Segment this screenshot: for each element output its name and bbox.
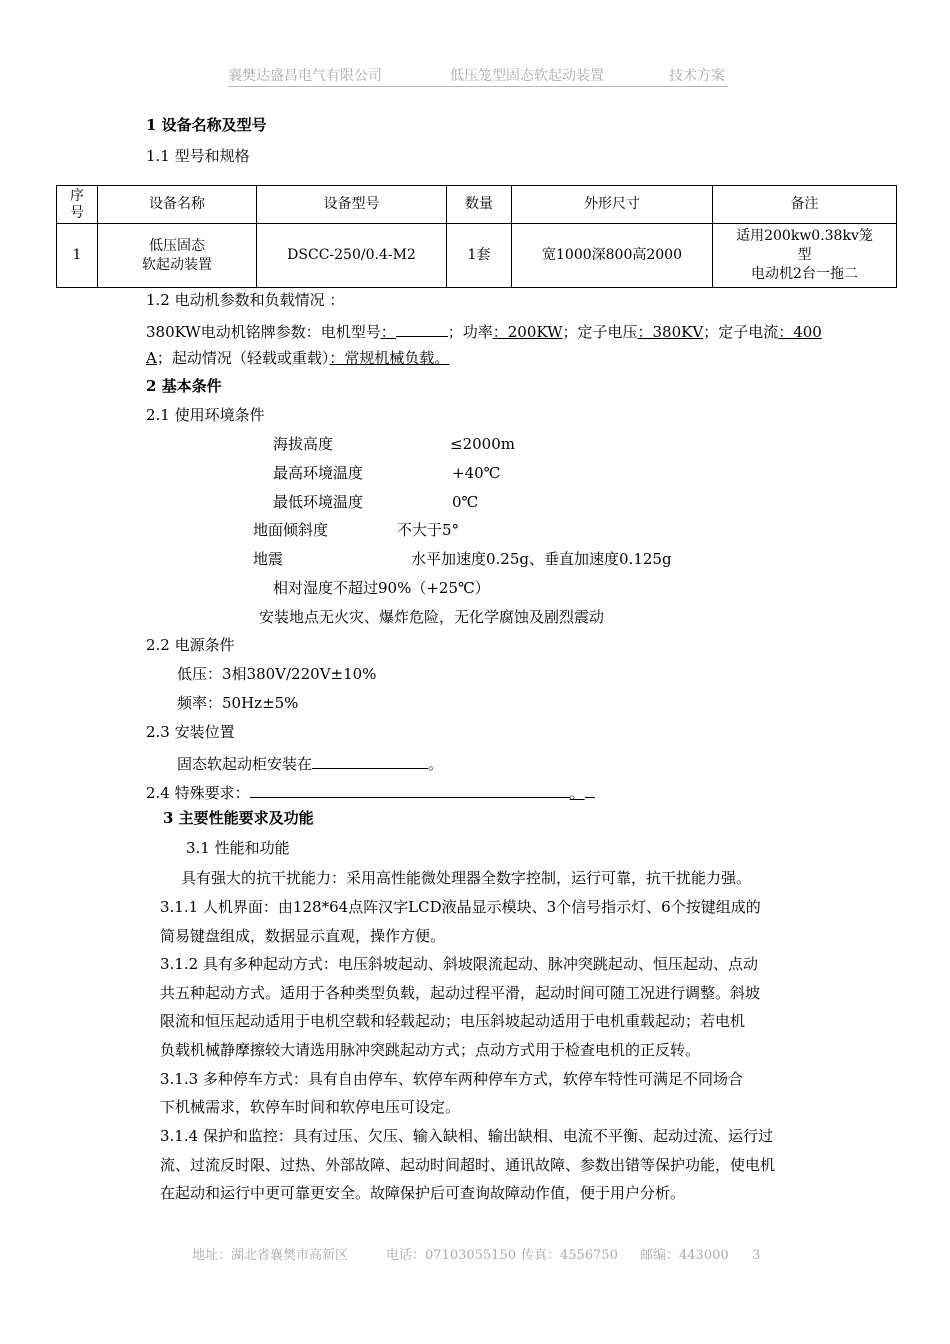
section-3-1-title: 3.1 性能和功能 — [186, 839, 290, 857]
spec-table-header-row — [57, 186, 897, 224]
current-value: ：400 — [778, 323, 822, 341]
cell-no: 1 — [57, 224, 98, 288]
max-temp-label: 最高环境温度 — [273, 464, 364, 482]
current-label: ；定子电流 — [703, 323, 779, 341]
altitude-value: ≤2000m — [450, 435, 515, 453]
cell-note-line2: 型 — [797, 247, 812, 263]
low-voltage: 低压：3相380V/220V±10% — [177, 665, 377, 683]
tilt-label: 地面倾斜度 — [253, 521, 329, 539]
para-3-1-4-line3: 在起动和运行中更可靠更安全。故障保护后可查询故障动作值，便于用户分析。 — [160, 1184, 686, 1202]
motor-model-colon: ： — [380, 323, 396, 341]
start-condition-label: ；起动情况（轻载或重载） — [156, 349, 330, 367]
section-1-2-title: 1.2 电动机参数和负载情况 ： — [146, 291, 345, 309]
motor-params-line1 — [146, 322, 822, 340]
col-header-no: 序号 — [57, 186, 98, 224]
section-2-1-title: 2.1 使用环境条件 — [146, 406, 265, 424]
min-temp-label: 最低环境温度 — [273, 493, 364, 511]
cell-name — [98, 224, 257, 288]
footer-address: 地址：湖北省襄樊市高新区 — [192, 1248, 349, 1263]
col-header-name: 设备名称 — [98, 186, 257, 224]
para-3-1-4-line2: 流、过流反时限、过热、外部故障、起动时间超时、通讯故障、参数出错等保护功能，使电机 — [160, 1156, 776, 1174]
intro-paragraph: 具有强大的抗干扰能力：采用高性能微处理器全数字控制，运行可靠，抗干扰能力强。 — [181, 869, 752, 887]
install-location-line — [177, 754, 443, 772]
para-3-1-2-line3: 限流和恒压起动适用于电机空载和轻载起动；电压斜坡起动适用于电机重载起动；若电机 — [160, 1012, 746, 1030]
cell-note-line1: 适用200kw0.38kv笼 — [736, 228, 873, 244]
section-2-4-title: 2.4 特殊要求： — [146, 784, 250, 802]
header-doc-type: 技术方案 — [669, 68, 725, 84]
cell-note-line3: 电动机2台一拖二 — [751, 266, 858, 282]
spec-table — [56, 185, 897, 288]
motor-params-line2 — [146, 351, 449, 366]
footer-fax: 传真：4556750 — [521, 1248, 618, 1263]
power-value: ：200KW — [492, 323, 563, 341]
col-header-size: 外形尺寸 — [512, 186, 713, 224]
altitude-label: 海拔高度 — [273, 435, 334, 453]
para-3-1-2-line4: 负载机械静摩擦较大请选用脉冲突跳起动方式；点动方式用于检查电机的正反转。 — [160, 1041, 701, 1059]
install-location-blank — [312, 754, 428, 769]
header-company: 襄樊达盛昌电气有限公司 — [228, 68, 382, 84]
install-location-end: 。 — [428, 755, 444, 773]
cell-model: DSCC-250/0.4-M2 — [257, 224, 447, 288]
col-header-model: 设备型号 — [257, 186, 447, 224]
col-header-qty: 数量 — [447, 186, 512, 224]
section-2-3-title: 2.3 安装位置 — [146, 723, 235, 741]
para-3-1-4-line1: 3.1.4 保护和监控：具有过压、欠压、输入缺相、输出缺相、电流不平衡、起动过流、运行过 — [160, 1127, 773, 1145]
para-3-1-2-line1: 3.1.2 具有多种起动方式：电压斜坡起动、斜坡限流起动、脉冲突跳起动、恒压起动、点动 — [160, 955, 758, 973]
cell-name-line1: 低压固态 — [149, 237, 205, 254]
install-site-conditions: 安装地点无火灾、爆炸危险，无化学腐蚀及剧烈震动 — [259, 608, 605, 626]
special-requirements-end: 。 — [569, 784, 585, 802]
footer-postcode: 邮编：443000 — [640, 1248, 729, 1263]
table-row — [57, 224, 897, 288]
cell-qty: 1套 — [447, 224, 512, 288]
motor-label: 380KW电动机铭牌参数：电机型号 — [146, 323, 381, 341]
quake-value: 水平加速度0.25g、垂直加速度0.125g — [411, 550, 672, 568]
humidity: 相对湿度不超过90%（+25℃） — [273, 579, 490, 597]
special-requirements-blank — [250, 783, 570, 798]
current-unit: A — [146, 349, 157, 367]
section-1-1-title: 1.1 型号和规格 — [146, 147, 250, 165]
voltage-label: ；定子电压 — [562, 323, 638, 341]
header-product: 低压笼型固态软起动装置 — [450, 68, 604, 84]
frequency: 频率：50Hz±5% — [177, 694, 299, 712]
para-3-1-1-line1: 3.1.1 人机界面：由128*64点阵汉字LCD液晶显示模块、3个信号指示灯、6个按键组成的 — [160, 898, 761, 916]
quake-label: 地震 — [253, 550, 284, 568]
max-temp-value: +40℃ — [452, 464, 501, 482]
para-3-1-3-line2: 下机械需求，软停车时间和软停电压可设定。 — [160, 1098, 461, 1116]
para-3-1-3-line1: 3.1.3 多种停车方式：具有自由停车、软停车两种停车方式，软停车特性可满足不同场合 — [160, 1070, 743, 1088]
section-2-title: 2 基本条件 — [146, 377, 222, 395]
page-number: 3 — [752, 1248, 761, 1263]
start-condition-value: ：常规机械负载。 — [329, 349, 450, 367]
section-3-title: 3 主要性能要求及功能 — [163, 809, 314, 827]
power-label: ；功率 — [447, 323, 493, 341]
special-requirements-tail — [585, 783, 595, 798]
para-3-1-1-line2: 简易键盘组成，数据显示直观，操作方便。 — [160, 927, 446, 945]
footer-phone: 电话：07103055150 — [386, 1248, 516, 1263]
section-2-2-title: 2.2 电源条件 — [146, 636, 235, 654]
motor-model-blank — [396, 322, 448, 337]
cell-note — [713, 224, 897, 288]
cell-size: 宽1000深800高2000 — [512, 224, 713, 288]
tilt-value: 不大于5° — [397, 521, 460, 539]
install-location-label: 固态软起动柜安装在 — [177, 755, 313, 773]
section-1-title: 1 设备名称及型号 — [146, 116, 267, 134]
special-requirements-line — [146, 783, 595, 801]
cell-name-line2: 软起动装置 — [142, 256, 212, 273]
para-3-1-2-line2: 共五种起动方式。适用于各种类型负载，起动过程平滑，起动时间可随工况进行调整。斜坡 — [160, 984, 761, 1002]
header-rule — [228, 86, 728, 87]
voltage-value: ：380KV — [637, 323, 704, 341]
min-temp-value: 0℃ — [452, 493, 479, 511]
col-header-note: 备注 — [713, 186, 897, 224]
